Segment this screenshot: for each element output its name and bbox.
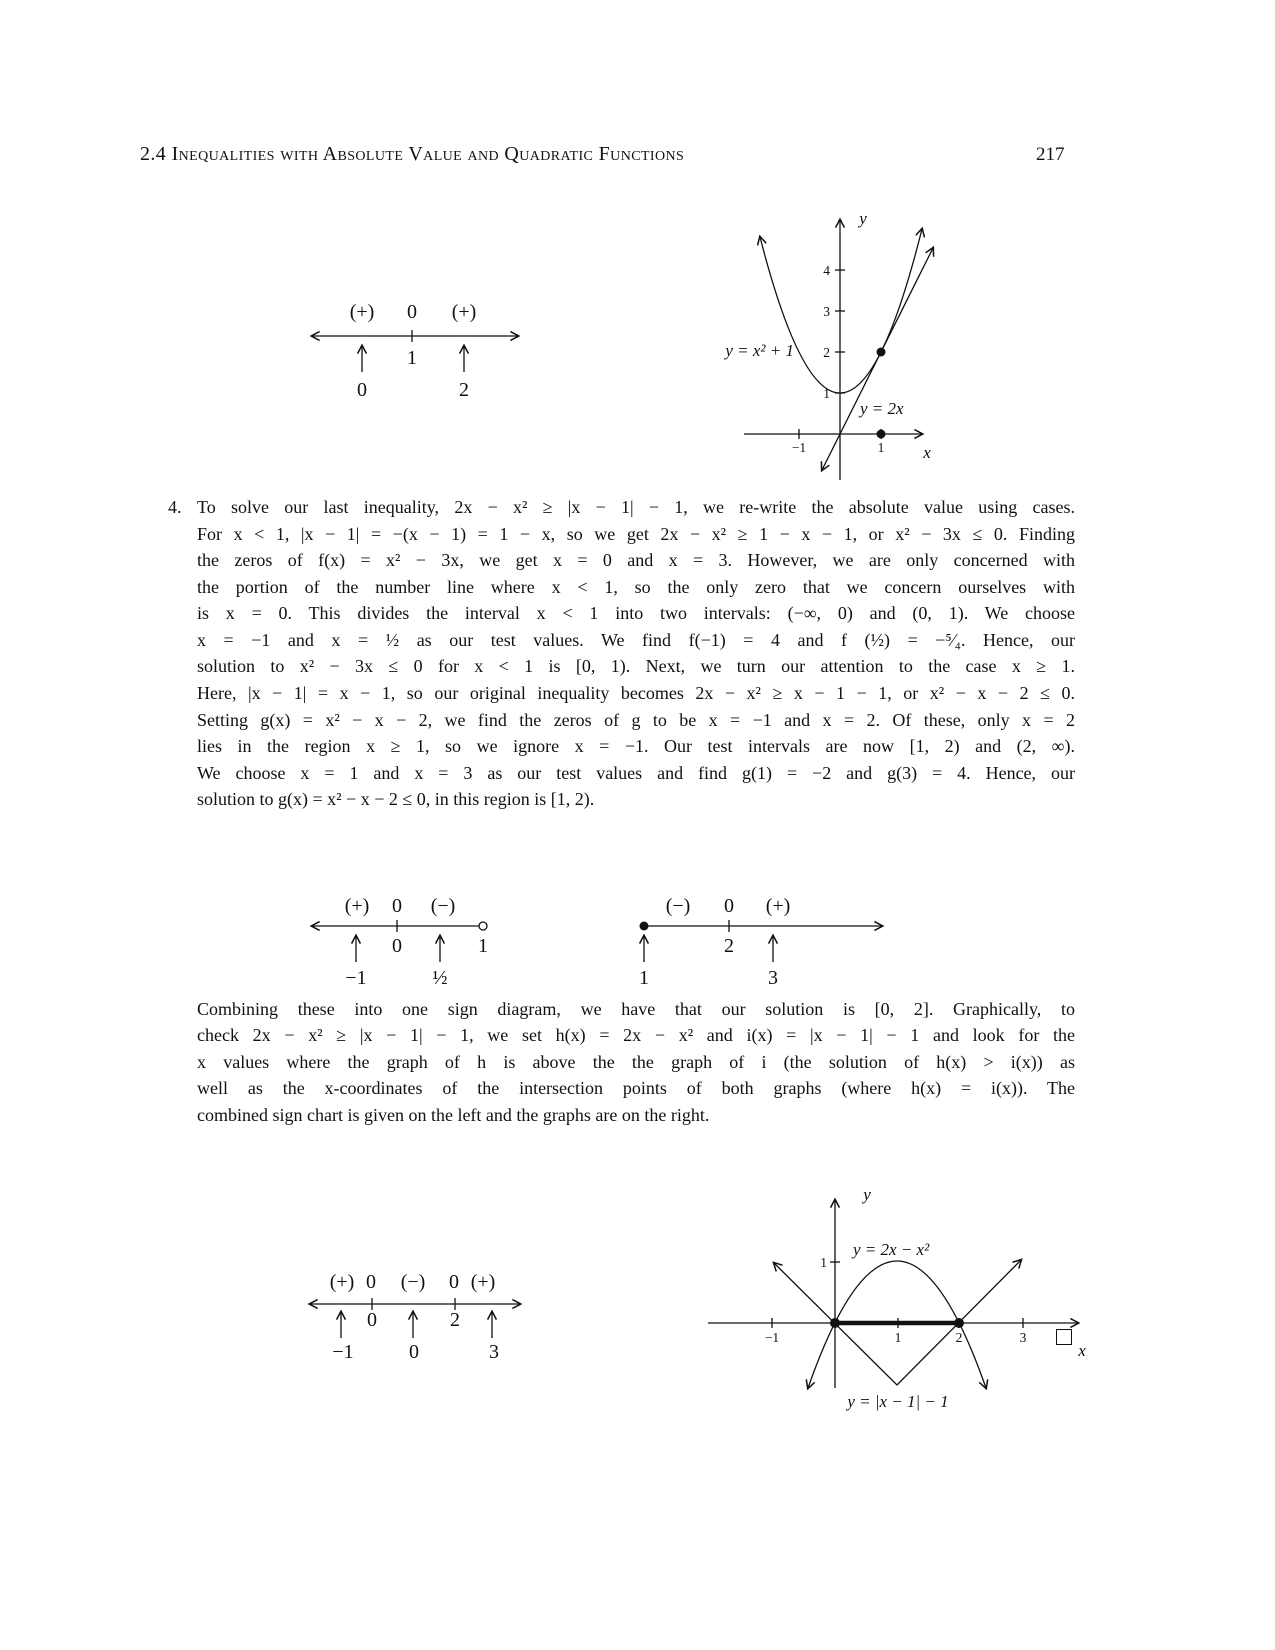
sign-label: (+) <box>349 301 375 323</box>
page-number: 217 <box>1036 144 1065 165</box>
paragraph-line: For x < 1, |x − 1| = −(x − 1) = 1 − x, so we get 2x − x² ≥ 1 − x − 1, or x² − 3x ≤ 0. Finding <box>197 524 1075 544</box>
endpoint-label: 1 <box>639 967 649 989</box>
bottom-graph <box>690 1160 1095 1425</box>
section-title: 2.4 Inequalities with Absolute Value and Quadratic Functions <box>140 143 685 165</box>
paragraph-line: is x = 0. This divides the interval x < 1 into two intervals: (−∞, 0) and (0, 1). We choose <box>197 603 1075 623</box>
y-axis-label: y <box>863 1185 871 1204</box>
parabola-label: y = 2x − x² <box>853 1240 930 1259</box>
closed-endpoint <box>640 922 649 931</box>
test-label: 2 <box>459 379 469 401</box>
test-label: 3 <box>489 1341 499 1363</box>
parabola-label: y = x² + 1 <box>725 341 794 360</box>
sign-label: 0 <box>449 1271 459 1293</box>
paragraph-line: x = −1 and x = ½ as our test values. We find f(−1) = 4 and f (½) = −⁵⁄₄. Hence, our <box>197 630 1075 650</box>
test-label: ½ <box>432 967 448 989</box>
x-tick-label: 2 <box>955 1330 963 1345</box>
sign-label: 0 <box>392 895 402 917</box>
open-endpoint <box>479 922 487 930</box>
sign-label: 0 <box>724 895 734 917</box>
test-label: 3 <box>768 967 778 989</box>
paragraph-line: the zeros of f(x) = x² − 3x, we get x = 0 and x = 3. However, we are only concerned with <box>197 550 1075 570</box>
tangent-point-dot <box>877 348 886 357</box>
mid-right-sign-diagram <box>630 888 895 988</box>
paragraph-line: Combining these into one sign diagram, we have that our solution is [0, 2]. Graphically, to <box>197 999 1075 1019</box>
mid-left-sign-diagram <box>300 888 510 988</box>
sign-label: (+) <box>344 895 370 917</box>
x-tick-label: −1 <box>791 440 807 455</box>
x-tick-label: 3 <box>1019 1330 1027 1345</box>
sign-label: (+) <box>765 895 791 917</box>
x-axis-point-dot <box>877 430 886 439</box>
intersection-dot <box>830 1318 840 1328</box>
test-label: −1 <box>332 1341 354 1363</box>
paragraph-line: To solve our last inequality, 2x − x² ≥ |x − 1| − 1, we re-write the absolute value using cases. <box>197 497 1075 517</box>
paragraph-line: x values where the graph of h is above the the graph of i (the solution of h(x) > i(x)) as <box>197 1052 1075 1072</box>
y-tick-label: 4 <box>823 263 830 278</box>
line-label: y = 2x <box>860 399 904 418</box>
x-tick-label: 1 <box>894 1330 902 1345</box>
sign-label: (+) <box>470 1271 496 1293</box>
paragraph-line: the portion of the number line where x < 1, so the only zero that we concern ourselves with <box>197 577 1075 597</box>
paragraph-line: lies in the region x ≥ 1, so we ignore x = −1. Our test intervals are now [1, 2) and (2, ∞). <box>197 736 1075 756</box>
paragraph-line: well as the x-coordinates of the intersection points of both graphs (where h(x) = i(x)). The <box>197 1078 1075 1098</box>
tick-label: 0 <box>392 935 402 957</box>
x-tick-label: −1 <box>764 1330 780 1345</box>
y-tick-label: 1 <box>823 386 830 401</box>
paragraph-line: solution to x² − 3x ≤ 0 for x < 1 is [0, 1). Next, we turn our attention to the case x ≥ 1. <box>197 656 1075 676</box>
sign-label: 0 <box>407 301 417 323</box>
sign-label: (−) <box>430 895 456 917</box>
endpoint-label: 1 <box>478 935 488 957</box>
tick-label: 0 <box>367 1309 377 1331</box>
sign-label: (−) <box>400 1271 426 1293</box>
top-sign-diagram <box>298 288 530 400</box>
test-label: 0 <box>357 379 367 401</box>
paragraph-line: solution to g(x) = x² − x − 2 ≤ 0, in this region is [1, 2). <box>197 789 595 809</box>
top-graph <box>640 190 950 490</box>
paragraph-line: We choose x = 1 and x = 3 as our test values and find g(1) = −2 and g(3) = 4. Hence, our <box>197 763 1075 783</box>
sign-label: (−) <box>665 895 691 917</box>
tick-label: 2 <box>724 935 734 957</box>
y-axis-label: y <box>859 209 867 228</box>
qed-box <box>1056 1329 1072 1345</box>
paragraph-line: combined sign chart is given on the left and the graphs are on the right. <box>197 1105 710 1125</box>
x-tick-label: 1 <box>877 440 885 455</box>
x-axis-label: x <box>1078 1341 1086 1360</box>
y-tick-label: 2 <box>823 345 830 360</box>
sign-label: (+) <box>451 301 477 323</box>
y-tick-label: 3 <box>823 304 830 319</box>
test-label: 0 <box>409 1341 419 1363</box>
paragraph-line: Here, |x − 1| = x − 1, so our original inequality becomes 2x − x² ≥ x − 1 − 1, or x² − x − 2 ≤ 0. <box>197 683 1075 703</box>
tick-label: 2 <box>450 1309 460 1331</box>
tick-label: 1 <box>407 347 417 369</box>
x-axis-label: x <box>923 443 931 462</box>
y-tick-label: 1 <box>820 1255 827 1270</box>
bottom-sign-diagram <box>298 1266 533 1361</box>
absolute-value-label: y = |x − 1| − 1 <box>847 1392 949 1411</box>
intersection-dot <box>954 1318 964 1328</box>
sign-label: 0 <box>366 1271 376 1293</box>
sign-label: (+) <box>329 1271 355 1293</box>
test-label: −1 <box>345 967 367 989</box>
paragraph-line: check 2x − x² ≥ |x − 1| − 1, we set h(x) = 2x − x² and i(x) = |x − 1| − 1 and look for the <box>197 1025 1075 1045</box>
paragraph-line: Setting g(x) = x² − x − 2, we find the zeros of g to be x = −1 and x = 2. Of these, only x = 2 <box>197 710 1075 730</box>
item-number: 4. <box>168 497 182 517</box>
